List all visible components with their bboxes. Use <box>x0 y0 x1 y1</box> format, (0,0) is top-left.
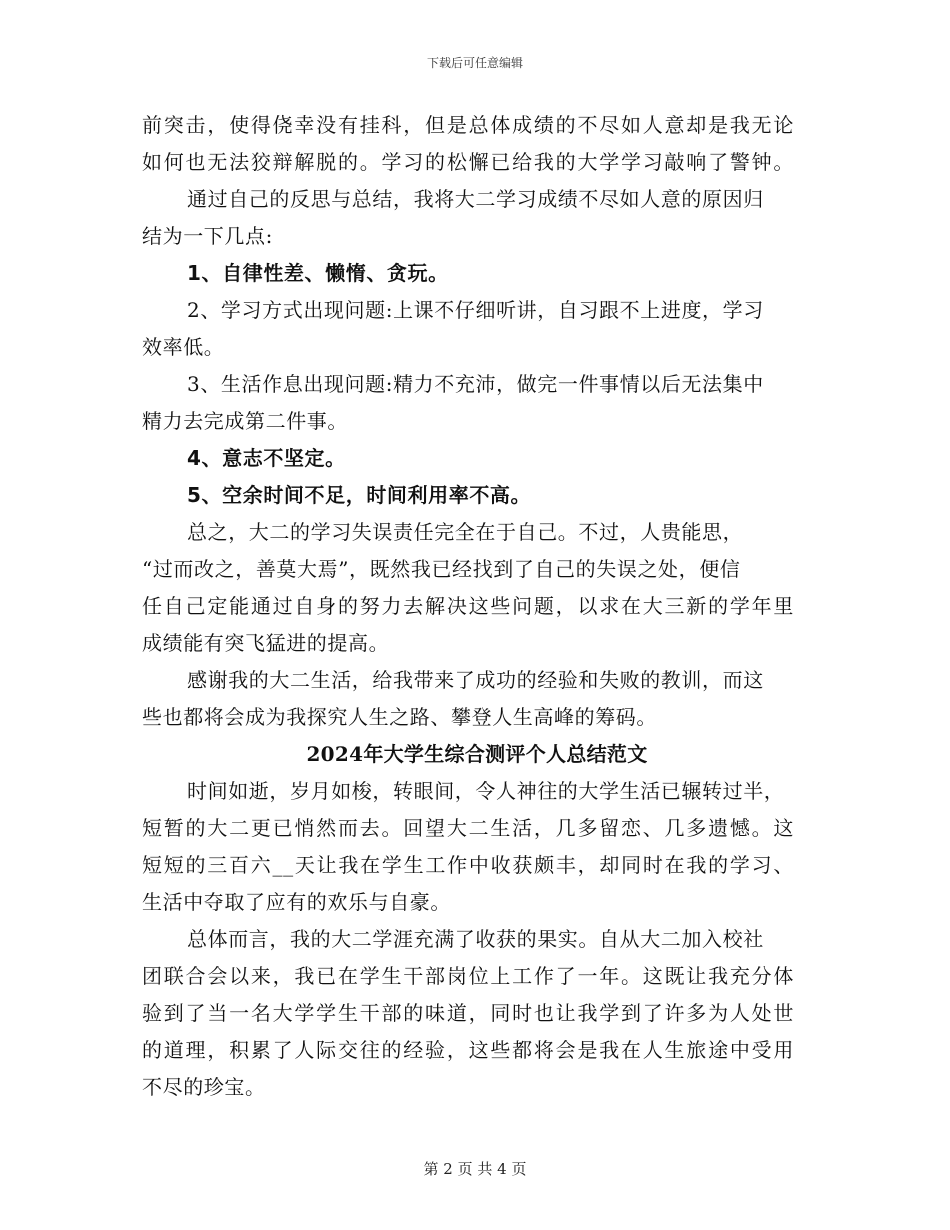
text-line: 时间如逝，岁月如梭，转眼间，令人神往的大学生活已辗转过半， <box>187 779 785 803</box>
text-line: 结为一下几点: <box>142 224 273 248</box>
text-line: 不尽的珍宝。 <box>142 1075 266 1099</box>
text-line: 总体而言，我的大二学涯充满了收获的果实。自从大二加入校社 <box>187 927 764 951</box>
section-title: 2024年大学生综合测评个人总结范文 <box>306 742 648 766</box>
text-line: 短短的三百六__天让我在学生工作中收获颇丰，却同时在我的学习、 <box>142 853 794 877</box>
page-header: 下载后可任意编辑 <box>426 56 523 70</box>
text-line: 效率低。 <box>142 335 225 359</box>
text-line: 些也都将会成为我探究人生之路、攀登人生高峰的筹码。 <box>142 705 657 729</box>
list-item-bold: 5、空余时间不足，时间利用率不高。 <box>187 483 532 507</box>
text-line: 总之，大二的学习失误责任完全在于自己。不过，人贵能思， <box>187 520 744 544</box>
document-body <box>142 107 812 1106</box>
list-item-bold: 1、自律性差、懒惰、贪玩。 <box>187 261 449 285</box>
text-line: “过而改之，善莫大焉”，既然我已经找到了自己的失误之处，便信 <box>142 557 741 581</box>
text-line: 感谢我的大二生活，给我带来了成功的经验和失败的教训，而这 <box>187 668 764 692</box>
page-footer: 第 2 页 共 4 页 <box>423 1160 527 1178</box>
text-line: 验到了当一名大学学生干部的味道，同时也让我学到了许多为人处世 <box>142 1001 794 1025</box>
text-line: 短暂的大二更已悄然而去。回望大二生活，几多留恋、几多遗憾。这 <box>142 816 794 840</box>
text-line: 通过自己的反思与总结，我将大二学习成绩不尽如人意的原因归 <box>187 187 764 211</box>
text-line: 团联合会以来，我已在学生干部岗位上工作了一年。这既让我充分体 <box>142 964 794 988</box>
text-line: 成绩能有突飞猛进的提高。 <box>142 631 390 655</box>
text-line: 任自己定能通过自身的努力去解决这些问题，以求在大三新的学年里 <box>142 594 794 618</box>
text-line: 如何也无法狡辩解脱的。学习的松懈已给我的大学学习敲响了警钟。 <box>142 150 794 174</box>
text-line: 前突击，使得侥幸没有挂科，但是总体成绩的不尽如人意却是我无论 <box>142 113 794 137</box>
list-item: 3、生活作息出现问题:精力不充沛，做完一件事情以后无法集中 <box>187 372 764 396</box>
list-item: 2、学习方式出现问题:上课不仔细听讲，自习跟不上进度，学习 <box>187 298 764 322</box>
text-line: 的道理，积累了人际交往的经验，这些都将会是我在人生旅途中受用 <box>142 1038 794 1062</box>
text-line: 精力去完成第二件事。 <box>142 409 348 433</box>
list-item-bold: 4、意志不坚定。 <box>187 446 346 470</box>
text-line: 生活中夺取了应有的欢乐与自豪。 <box>142 890 451 914</box>
